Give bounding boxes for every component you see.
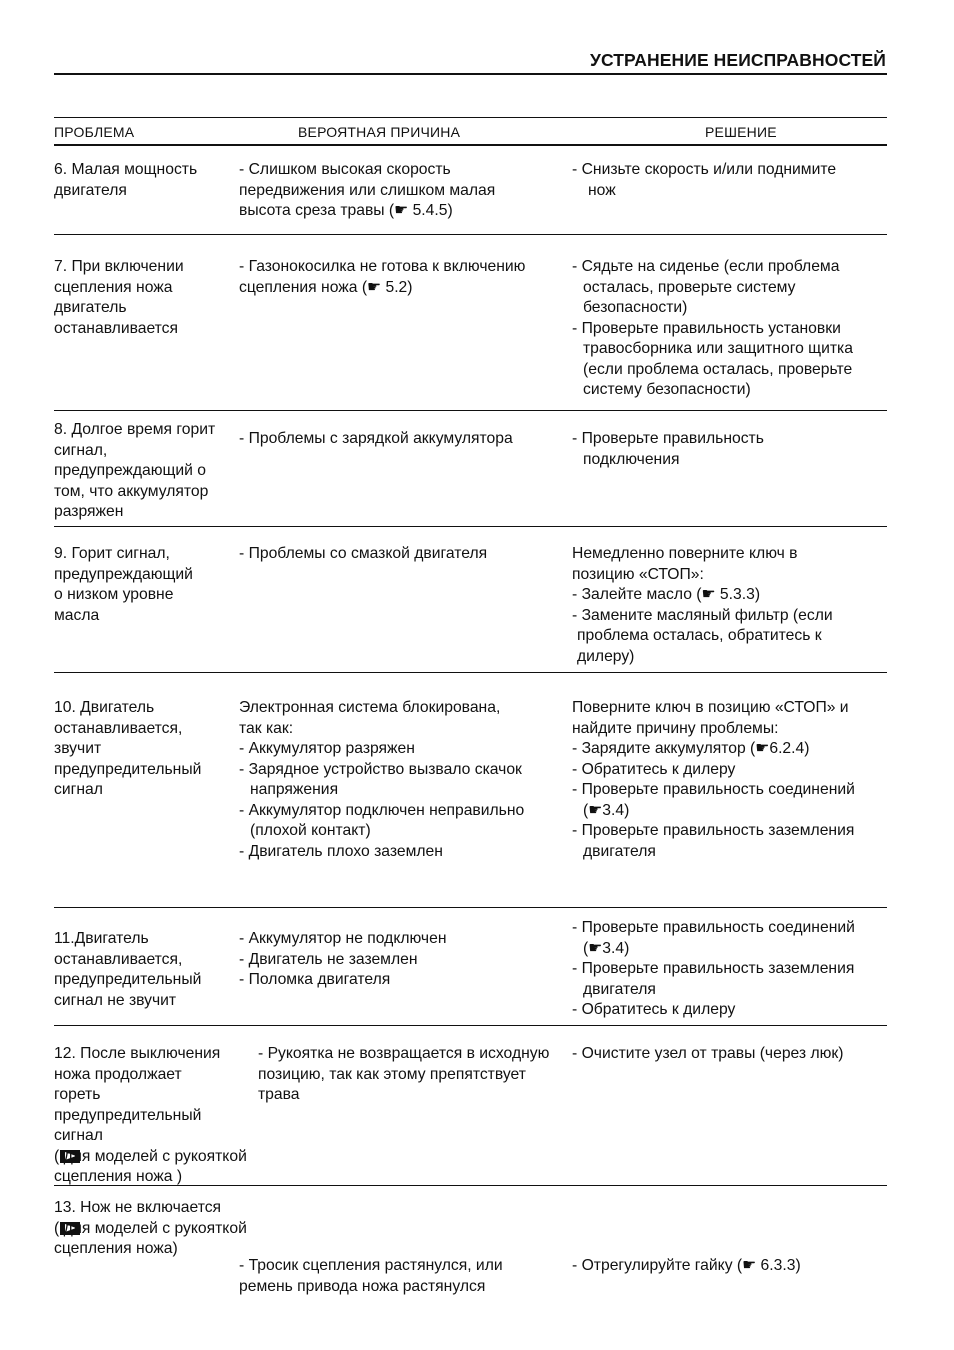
problem-cell: 13. Нож не включается ( для моделей с рукояткой сцепления ножа) [54,1199,247,1257]
solution-cell: Немедленно поверните ключ в позицию «СТОП»: - Залейте масло (☛ 5.3.3) - Замените масляный фильтр (если проблема осталась, обратитесь к дилеру) [572,545,833,665]
row-divider [54,410,887,411]
row-divider [54,1025,887,1026]
column-header-solution: РЕШЕНИЕ [705,124,777,140]
table-header-bottom-rule [54,144,887,146]
solution-cell: - Отрегулируйте гайку (☛ 6.3.3) [572,1257,801,1274]
problem-cell: 8. Долгое время горит сигнал, предупреждающий о том, что аккумулятор разряжен [54,421,216,520]
cause-cell: - Аккумулятор не подключен - Двигатель не заземлен - Поломка двигателя [239,930,447,988]
cause-cell: - Газонокосилка не готова к включению сцепления ножа (☛ 5.2) [239,258,526,296]
row-divider [54,907,887,908]
cause-cell: Электронная система блокирована, так как: - Аккумулятор разряжен - Зарядное устройство вызвало скачок напряжения - Аккумулятор подключен неправильно (плохой контакт) - Двигатель плохо заземлен [239,699,525,860]
solution-cell: - Снизьте скорость и/или поднимите нож [572,161,837,199]
problem-cell: 6. Малая мощность двигателя [54,161,198,199]
cause-cell: - Тросик сцепления растянулся, или ремень привода ножа растянулся [239,1257,503,1295]
problem-cell: 12. После выключения ножа продолжает гореть предупредительный сигнал ( для моделей с рукояткой сцепления ножа ) [54,1045,247,1185]
row-divider [54,1185,887,1186]
cause-cell: - Проблемы с зарядкой аккумулятора [239,430,513,447]
solution-cell: - Очистите узел от травы (через люк) [572,1045,844,1062]
column-header-cause: ВЕРОЯТНАЯ ПРИЧИНА [298,124,461,140]
table-header-top-rule [54,117,887,118]
column-header-problem: ПРОБЛЕМА [54,124,135,140]
title-rule [54,73,887,75]
cause-cell: - Проблемы со смазкой двигателя [239,545,488,562]
problem-cell: 9. Горит сигнал, предупреждающий о низком уровне масла [54,545,193,624]
cause-cell: - Рукоятка не возвращается в исходную позицию, так как этому препятствует трава [258,1045,550,1103]
row-divider [54,672,887,673]
solution-cell: - Проверьте правильность подключения [572,430,764,468]
page-title: УСТРАНЕНИЕ НЕИСПРАВНОСТЕЙ [589,50,886,70]
solution-cell: - Сядьте на сиденье (если проблема осталась, проверьте систему безопасности) - Проверьте правильность установки травосборника или защитного щитка (если проблема осталась, проверьте систему безопасности) [572,258,853,398]
problem-cell: 7. При включении сцепления ножа двигатель останавливается [54,258,184,337]
problem-cell: 10. Двигатель останавливается, звучит предупредительный сигнал [54,699,202,798]
cause-cell: - Слишком высокая скорость передвижения или слишком малая высота среза травы (☛ 5.4.5) [239,161,496,219]
solution-cell: Поверните ключ в позицию «СТОП» и найдите причину проблемы: - Зарядите аккумулятор (☛6.2.4) - Обратитесь к дилеру - Проверьте правильность соединений (☛3.4) - Проверьте правильность заземления двигателя [572,699,855,860]
row-divider [54,234,887,235]
row-divider [54,526,887,527]
solution-cell: - Проверьте правильность соединений (☛3.4) - Проверьте правильность заземления двигателя - Обратитесь к дилеру [572,919,855,1018]
problem-cell: 11.Двигатель останавливается, предупредительный сигнал не звучит [54,930,202,1009]
